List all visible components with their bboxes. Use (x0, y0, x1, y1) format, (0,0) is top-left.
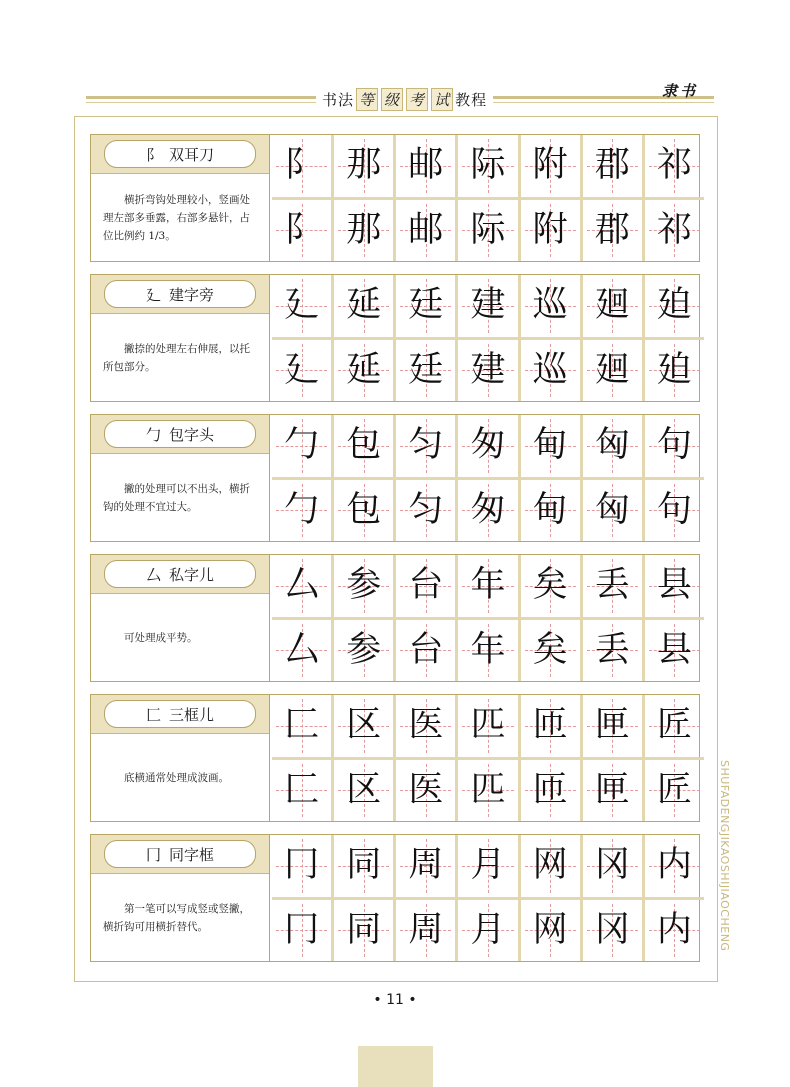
example-character: 勹 (284, 489, 320, 530)
practice-cell (580, 480, 642, 542)
radical-panel (90, 274, 700, 402)
radical-info (91, 695, 270, 821)
example-character: 区 (346, 769, 382, 810)
practice-cell (455, 900, 517, 962)
radical-info (91, 275, 270, 401)
example-character: 建 (470, 349, 506, 390)
practice-grid (270, 835, 704, 961)
radical-info (91, 555, 270, 681)
practice-cell (518, 415, 580, 477)
practice-cell (580, 135, 642, 197)
practice-cell (331, 275, 393, 337)
practice-cell (642, 135, 704, 197)
practice-cell (642, 340, 704, 402)
practice-cell (393, 695, 455, 757)
example-character: 医 (408, 705, 444, 746)
title-text: 书法 (322, 91, 355, 109)
practice-cell (331, 135, 393, 197)
practice-cell (580, 340, 642, 402)
radical-panel (90, 414, 700, 542)
practice-cell (518, 835, 580, 897)
example-character: 周 (408, 909, 444, 950)
example-character: 参 (346, 629, 382, 670)
practice-cell (455, 480, 517, 542)
practice-row (272, 415, 704, 477)
practice-cell (518, 555, 580, 617)
practice-cell (331, 695, 393, 757)
example-character: 矣 (532, 629, 568, 670)
practice-cell (518, 900, 580, 962)
radical-panel (90, 694, 700, 822)
radical-name: 三框儿 (169, 705, 215, 724)
example-character: 县 (656, 629, 692, 670)
practice-row (272, 897, 704, 962)
example-character: 甸 (532, 489, 568, 530)
radical-tag (104, 700, 256, 728)
example-character: 台 (408, 629, 444, 670)
practice-cell (642, 480, 704, 542)
practice-cell (272, 480, 331, 542)
example-character: 厶 (284, 565, 320, 606)
example-character: 内 (656, 909, 692, 950)
radical-tag (104, 280, 256, 308)
title-boxed-char: 级 (381, 88, 403, 111)
example-character: 匈 (594, 489, 630, 530)
example-character: 医 (408, 769, 444, 810)
radical-name: 包字头 (169, 425, 215, 444)
example-character: 句 (656, 489, 692, 530)
example-character: 年 (470, 629, 506, 670)
example-character: 月 (470, 845, 506, 886)
page-number: • 11 • (373, 992, 417, 1008)
example-character: 匀 (408, 425, 444, 466)
practice-cell (331, 760, 393, 822)
practice-cell (642, 415, 704, 477)
practice-grid (270, 695, 704, 821)
example-character: 际 (470, 209, 506, 250)
example-character: 网 (532, 845, 568, 886)
practice-cell (272, 620, 331, 682)
example-character: 月 (470, 909, 506, 950)
practice-cell (580, 555, 642, 617)
practice-cell (518, 620, 580, 682)
header-rule-left (86, 96, 316, 99)
radical-name: 建字旁 (169, 285, 215, 304)
practice-cell (272, 900, 331, 962)
practice-cell (642, 275, 704, 337)
example-character: 同 (346, 909, 382, 950)
practice-row (272, 695, 704, 757)
practice-cell (455, 340, 517, 402)
example-character: 廷 (408, 349, 444, 390)
example-character: 矣 (532, 565, 568, 606)
example-character: 台 (408, 565, 444, 606)
practice-grid (270, 135, 704, 261)
practice-cell (393, 415, 455, 477)
example-character: 匹 (470, 705, 506, 746)
practice-cell (331, 900, 393, 962)
example-character: 那 (346, 145, 382, 186)
example-character: 廻 (594, 285, 630, 326)
example-character: 巡 (532, 349, 568, 390)
practice-row (272, 337, 704, 402)
practice-cell (393, 135, 455, 197)
example-character: 匠 (656, 705, 692, 746)
example-character: 廻 (594, 349, 630, 390)
practice-cell (518, 135, 580, 197)
example-character: 祁 (656, 145, 692, 186)
practice-cell (642, 695, 704, 757)
radical-info (91, 415, 270, 541)
radical-glyph: 阝 (145, 145, 161, 164)
practice-cell (331, 620, 393, 682)
example-character: 匠 (656, 769, 692, 810)
script-type-label: 隶书 (661, 82, 698, 100)
example-character: 阝 (284, 145, 320, 186)
radical-name: 同字框 (169, 845, 215, 864)
practice-cell (580, 200, 642, 262)
practice-cell (642, 200, 704, 262)
radical-header (91, 555, 269, 594)
radical-glyph: 厶 (145, 565, 161, 584)
example-character: 延 (346, 349, 382, 390)
title-boxed-char: 等 (356, 88, 378, 111)
example-character: 勹 (284, 425, 320, 466)
side-pinyin-title: SHUFADENGJIKAOSHIJIAOCHENG (718, 760, 731, 952)
radical-name: 双耳刀 (169, 145, 215, 164)
radical-note: 撇的处理可以不出头，横折钩的处理不宜过大。 (103, 482, 250, 513)
radical-tag (104, 140, 256, 168)
practice-cell (455, 835, 517, 897)
example-character: 匣 (594, 705, 630, 746)
title-boxed-char: 考 (406, 88, 428, 111)
practice-cell (393, 900, 455, 962)
practice-row (272, 275, 704, 337)
practice-cell (331, 480, 393, 542)
practice-row (272, 197, 704, 262)
practice-cell (518, 340, 580, 402)
practice-row (272, 617, 704, 682)
practice-cell (580, 415, 642, 477)
practice-cell (331, 555, 393, 617)
practice-row (272, 555, 704, 617)
practice-cell (393, 760, 455, 822)
practice-cell (393, 480, 455, 542)
example-character: 匈 (594, 425, 630, 466)
example-character: 同 (346, 845, 382, 886)
example-character: 延 (346, 285, 382, 326)
radical-panel (90, 134, 700, 262)
title-text: 教程 (455, 91, 488, 109)
practice-cell (393, 835, 455, 897)
example-character: 句 (656, 425, 692, 466)
practice-cell (455, 135, 517, 197)
example-character: 匚 (284, 705, 320, 746)
practice-cell (393, 555, 455, 617)
example-character: 年 (470, 565, 506, 606)
example-character: 周 (408, 845, 444, 886)
practice-cell (642, 760, 704, 822)
radical-name: 私字儿 (169, 565, 215, 584)
example-character: 附 (532, 145, 568, 186)
practice-cell (272, 835, 331, 897)
practice-cell (518, 480, 580, 542)
bottom-tab (358, 1046, 433, 1087)
header-rule-left-thin (86, 102, 316, 103)
radical-panel (90, 834, 700, 962)
practice-cell (455, 200, 517, 262)
radical-glyph: 匚 (145, 705, 161, 724)
radical-header (91, 695, 269, 734)
practice-cell (272, 340, 331, 402)
practice-cell (455, 620, 517, 682)
practice-cell (455, 415, 517, 477)
radical-glyph: 廴 (145, 285, 161, 304)
example-character: 网 (532, 909, 568, 950)
example-character: 匆 (470, 489, 506, 530)
practice-grid (270, 555, 704, 681)
example-character: 邮 (408, 145, 444, 186)
radical-note: 横折弯钩处理较小，竖画处理左部多垂露，右部多悬针，占位比例约 1/3。 (103, 193, 250, 242)
radical-panel (90, 554, 700, 682)
radical-tag (104, 840, 256, 868)
example-character: 参 (346, 565, 382, 606)
example-character: 匝 (532, 705, 568, 746)
practice-cell (580, 760, 642, 822)
practice-cell (331, 340, 393, 402)
radical-tag (104, 420, 256, 448)
practice-cell (272, 415, 331, 477)
practice-cell (393, 200, 455, 262)
practice-cell (518, 760, 580, 822)
practice-cell (518, 695, 580, 757)
example-character: 那 (346, 209, 382, 250)
example-character: 包 (346, 425, 382, 466)
example-character: 内 (656, 845, 692, 886)
practice-cell (580, 275, 642, 337)
practice-grid (270, 275, 704, 401)
practice-row (272, 835, 704, 897)
example-character: 甸 (532, 425, 568, 466)
example-character: 冂 (284, 845, 320, 886)
practice-cell (580, 620, 642, 682)
example-character: 县 (656, 565, 692, 606)
practice-row (272, 477, 704, 542)
radical-info (91, 135, 270, 261)
example-character: 附 (532, 209, 568, 250)
practice-cell (272, 275, 331, 337)
practice-cell (580, 695, 642, 757)
radical-glyph: 勹 (145, 425, 161, 444)
practice-cell (455, 695, 517, 757)
example-character: 丢 (594, 565, 630, 606)
radical-header (91, 415, 269, 454)
practice-cell (331, 200, 393, 262)
practice-cell (272, 555, 331, 617)
example-character: 廹 (656, 349, 692, 390)
radical-note: 撇捺的处理左右伸展，以托所包部分。 (103, 342, 250, 373)
example-character: 阝 (284, 209, 320, 250)
example-character: 包 (346, 489, 382, 530)
practice-cell (642, 555, 704, 617)
practice-cell (455, 555, 517, 617)
practice-cell (272, 135, 331, 197)
radical-info (91, 835, 270, 961)
practice-cell (455, 275, 517, 337)
example-character: 建 (470, 285, 506, 326)
practice-cell (272, 200, 331, 262)
radical-glyph: 冂 (145, 845, 161, 864)
practice-cell (642, 900, 704, 962)
example-character: 匣 (594, 769, 630, 810)
practice-cell (393, 620, 455, 682)
example-character: 冂 (284, 909, 320, 950)
example-character: 郡 (594, 209, 630, 250)
practice-cell (518, 275, 580, 337)
practice-row (272, 757, 704, 822)
practice-cell (331, 835, 393, 897)
example-character: 区 (346, 705, 382, 746)
practice-cell (393, 340, 455, 402)
practice-cell (642, 835, 704, 897)
radical-note: 第一笔可以写成竖或竖撇，横折钩可用横折替代。 (103, 902, 250, 933)
example-character: 丢 (594, 629, 630, 670)
practice-cell (518, 200, 580, 262)
title-boxed-char: 试 (431, 88, 453, 111)
example-character: 廹 (656, 285, 692, 326)
practice-grid (270, 415, 704, 541)
radical-note: 可处理成平势。 (124, 631, 198, 644)
radical-header (91, 275, 269, 314)
practice-cell (331, 415, 393, 477)
example-character: 匹 (470, 769, 506, 810)
radical-tag (104, 560, 256, 588)
example-character: 厶 (284, 629, 320, 670)
example-character: 邮 (408, 209, 444, 250)
example-character: 巡 (532, 285, 568, 326)
practice-cell (580, 835, 642, 897)
radical-note: 底横通常处理成波画。 (124, 771, 229, 784)
example-character: 匀 (408, 489, 444, 530)
example-character: 际 (470, 145, 506, 186)
example-character: 祁 (656, 209, 692, 250)
practice-cell (455, 760, 517, 822)
practice-row (272, 135, 704, 197)
example-character: 廴 (284, 349, 320, 390)
practice-cell (393, 275, 455, 337)
example-character: 匆 (470, 425, 506, 466)
practice-cell (642, 620, 704, 682)
header-rule-right-thin (474, 102, 714, 103)
radical-header (91, 835, 269, 874)
example-character: 廴 (284, 285, 320, 326)
book-title (316, 88, 493, 111)
example-character: 冈 (594, 845, 630, 886)
practice-cell (272, 695, 331, 757)
practice-cell (272, 760, 331, 822)
practice-cell (580, 900, 642, 962)
example-character: 冈 (594, 909, 630, 950)
example-character: 廷 (408, 285, 444, 326)
radical-header (91, 135, 269, 174)
example-character: 匚 (284, 769, 320, 810)
example-character: 匝 (532, 769, 568, 810)
example-character: 郡 (594, 145, 630, 186)
